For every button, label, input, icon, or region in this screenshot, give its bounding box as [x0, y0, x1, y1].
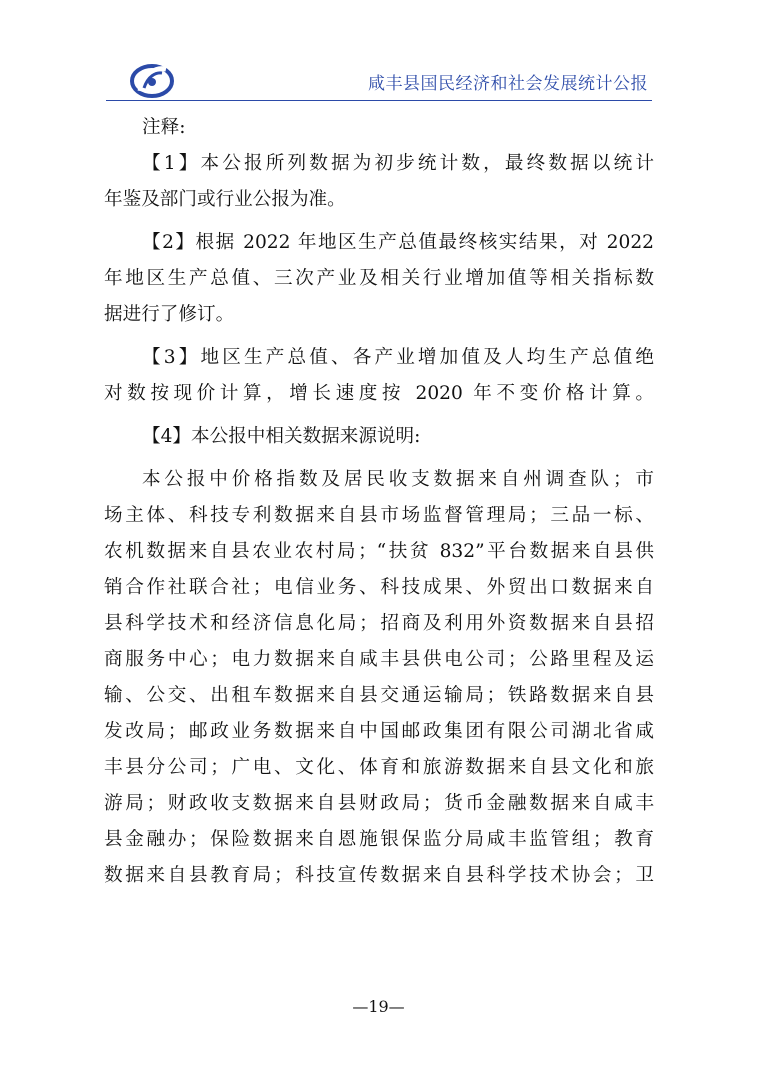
text-line: 【1】本公报所列数据为初步统计数，最终数据以统计: [142, 153, 654, 174]
page-number: —19—: [352, 997, 405, 1016]
text-line: 【3】地区生产总值、各产业增加值及人均生产总值绝: [142, 347, 654, 368]
statistics-logo-icon: [130, 61, 174, 99]
text-line: 对数按现价计算，增长速度按 2020 年不变价格计算。: [104, 383, 654, 404]
text-line: 【4】本公报中相关数据来源说明:: [142, 426, 421, 447]
text-line: 【2】根据 2022 年地区生产总值最终核实结果，对 2022: [142, 232, 654, 253]
text-line: 县科学技术和经济信息化局；招商及利用外资数据来自县招: [104, 613, 654, 634]
text-line: 据进行了修订。: [104, 304, 235, 325]
text-line: 销合作社联合社；电信业务、科技成果、外贸出口数据来自: [104, 577, 654, 598]
header-rule: [106, 100, 652, 101]
page-header: [106, 55, 652, 101]
report-title: 咸丰县国民经济和社会发展统计公报: [368, 74, 648, 94]
text-line: 发改局；邮政业务数据来自中国邮政集团有限公司湖北省咸: [104, 721, 654, 742]
text-line: 农机数据来自县农业农村局；“扶贫 832”平台数据来自县供: [104, 541, 654, 562]
text-line: 年鉴及部门或行业公报为准。: [104, 189, 346, 210]
text-line: 输、公交、出租车数据来自县交通运输局；铁路数据来自县: [104, 685, 654, 706]
text-line: 游局；财政收支数据来自县财政局；货币金融数据来自咸丰: [104, 793, 654, 814]
text-line: 场主体、科技专利数据来自县市场监督管理局；三品一标、: [104, 505, 654, 526]
text-line: 丰县分公司；广电、文化、体育和旅游数据来自县文化和旅: [104, 757, 654, 778]
notes-heading: 注释:: [142, 117, 186, 138]
text-line: 数据来自县教育局；科技宣传数据来自县科学技术协会；卫: [104, 865, 654, 886]
text-line: 年地区生产总值、三次产业及相关行业增加值等相关指标数: [104, 268, 654, 289]
text-line: 县金融办；保险数据来自恩施银保监分局咸丰监管组；教育: [104, 829, 654, 850]
text-line: 本公报中价格指数及居民收支数据来自州调查队；市: [142, 469, 654, 490]
text-line: 商服务中心；电力数据来自咸丰县供电公司；公路里程及运: [104, 649, 654, 670]
